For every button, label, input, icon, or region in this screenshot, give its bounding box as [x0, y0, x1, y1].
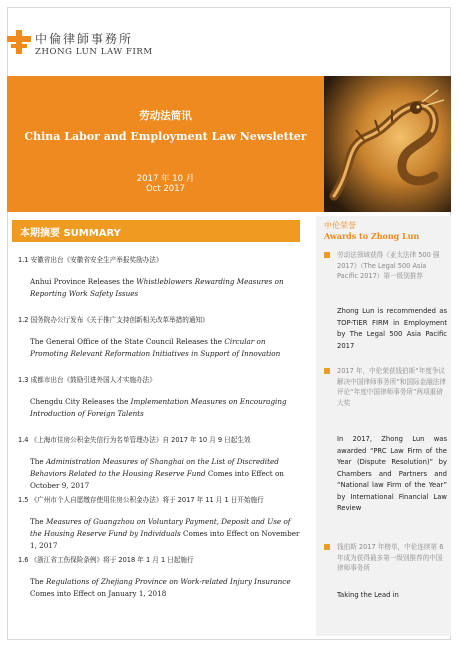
summary-item-cn: 1.1 安徽省出台《安徽省安全生产举报奖励办法》: [18, 256, 163, 264]
award-en: Zhong Lun is recommended as TOP-TIER FIRM in Employment by The Legal 500 Asia Pacific 2017: [337, 307, 447, 350]
dragon-image: [324, 76, 451, 212]
newsletter-title-en: China Labor and Employment Law Newsletter: [24, 130, 307, 143]
summary-item-cn: 1.6 《浙江省工伤保险条例》将于 2018 年 1 月 1 日起施行: [18, 556, 194, 564]
awards-sidebar: [316, 216, 451, 636]
summary-item-cn: 1.3 成都市出台《鼓励引进外国人才实施办法》: [18, 376, 156, 384]
award-cn: 钱伯斯 2017 年榜单，中伦连续第 6 年成为获得最多第一级别推荐的中国律师事务所: [337, 543, 444, 572]
bullet-square-icon: [324, 544, 330, 550]
awards-title-en: Awards to Zhong Lun: [324, 231, 420, 241]
summary-heading: 本期摘要 SUMMARY: [20, 228, 121, 239]
logo-english-name: ZHONG LUN LAW FIRM: [35, 47, 153, 57]
dragon-illustration-icon: [324, 76, 451, 212]
award-en: Taking the Lead in: [337, 591, 399, 599]
summary-item-en: The General Office of the State Council Releases the Circular on Promoting Relevant Reformation Initiatives in Support of Innovation: [30, 337, 281, 358]
summary-item-en: Chengdu City Releases the Implementation Measures on Encouraging Introduction of Foreign Talents: [30, 397, 287, 418]
issue-date-cn: 2017 年 10 月: [136, 174, 195, 184]
issue-date-en: Oct 2017: [145, 184, 186, 194]
newsletter-title-cn: 劳动法简讯: [139, 110, 192, 122]
firm-logo: [7, 30, 187, 70]
zhonglun-logo-icon: [7, 30, 31, 54]
summary-heading-bar: [12, 220, 300, 242]
summary-item-cn: 1.4 《上海市住房公积金失信行为名单管理办法》自 2017 年 10 月 9 日起生效: [18, 436, 251, 444]
summary-item-cn: 1.5 《广州市个人自愿缴存使用住房公积金办法》将于 2017 年 11 月 1 日开始施行: [18, 496, 264, 504]
award-en: In 2017, Zhong Lun was awarded “PRC Law Firm of the Year (Dispute Resolution)” by Chambers and Partners and “National law Firm of the Year” by International Financial Law Review: [337, 435, 447, 512]
summary-item-en: The Measures of Guangzhou on Voluntary Payment, Deposit and Use of the Housing Reserve Fund by Individuals Comes into Effect on November 1, 2017: [30, 517, 300, 550]
summary-item-en: Anhui Province Releases the Whistleblowers Rewarding Measures on Reporting Work Safety Issues: [30, 277, 284, 298]
award-cn: 2017 年，中伦荣获钱伯斯“年度争议解决中国律师事务所”和国际金融法律评论“年度中国律师事务所”两项重磅大奖: [337, 367, 446, 407]
bullet-square-icon: [324, 368, 330, 374]
summary-item-en: The Administration Measures of Shanghai on the List of Discredited Behaviors Related to the Housing Reserve Fund Comes into Effect on October 9, 2017: [30, 457, 284, 490]
summary-item-cn: 1.2 国务院办公厅发布《关于推广支持创新相关改革举措的通知》: [18, 316, 209, 324]
summary-item-en: The Regulations of Zhejiang Province on Work-related Injury Insurance Comes into Effect on January 1, 2018: [30, 577, 291, 598]
logo-chinese-name: 中倫律師事務所: [35, 32, 134, 46]
awards-title-cn: 中伦荣誉: [324, 221, 356, 230]
bullet-square-icon: [324, 252, 330, 258]
newsletter-banner: [7, 76, 324, 212]
award-cn: 劳动法领域获得《亚太法律 500 强 2017》（The Legal 500 Asia Pacific 2017）第一级别推荐: [337, 251, 440, 280]
